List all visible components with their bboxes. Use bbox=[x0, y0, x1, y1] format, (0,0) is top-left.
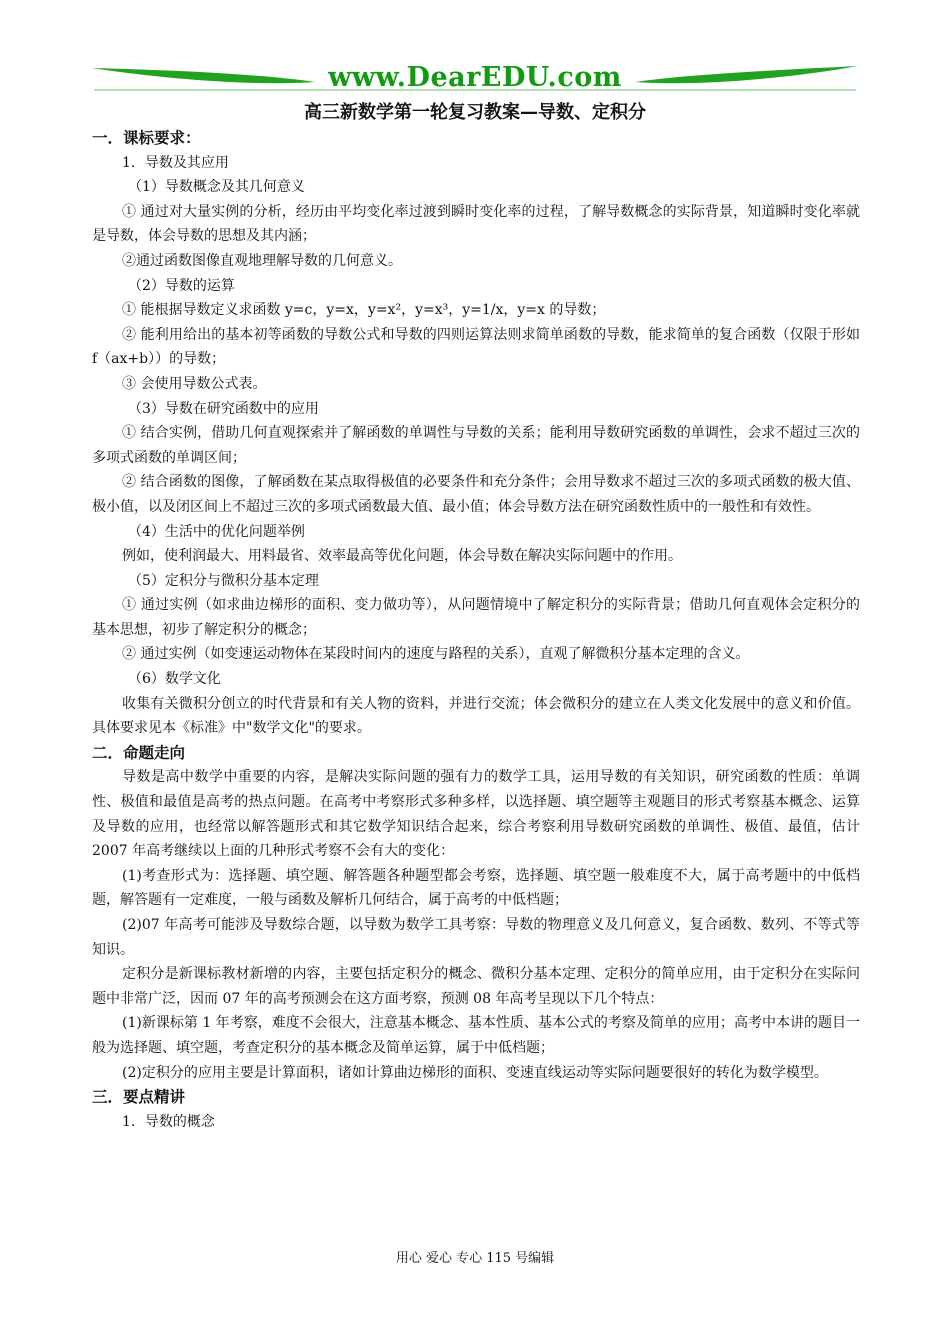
document-body bbox=[92, 126, 860, 1134]
paragraph: ① 通过实例（如求曲边梯形的面积、变力做功等），从问题情境中了解定积分的实际背景；借助几何直观体会定积分的基本思想，初步了解定积分的概念； bbox=[92, 597, 860, 638]
section-heading: 一．课标要求： bbox=[92, 129, 201, 147]
paragraph: ② 结合函数的图像，了解函数在某点取得极值的必要条件和充分条件；会用导数求不超过三次的多项式函数的极大值、极小值，以及闭区间上不超过三次的多项式函数最大值、最小值；体会导数方法在研究函数性质中的一般性和有效性。 bbox=[92, 474, 860, 515]
paragraph: ② 通过实例（如变速运动物体在某段时间内的速度与路程的关系），直观了解微积分基本定理的含义。 bbox=[122, 646, 750, 663]
item-heading: （2）导数的运算 bbox=[128, 277, 235, 294]
paragraph: ① 通过对大量实例的分析，经历由平均变化率过渡到瞬时变化率的过程，了解导数概念的实际背景，知道瞬时变化率就是导数，体会导数的思想及其内涵； bbox=[92, 203, 860, 245]
paragraph: (2)定积分的应用主要是计算面积，诸如计算曲边梯形的面积、变速直线运动等实际问题要很好的转化为数学模型。 bbox=[122, 1064, 828, 1081]
item-heading: （5）定积分与微积分基本定理 bbox=[128, 572, 319, 589]
paragraph: (1)考查形式为：选择题、填空题、解答题各种题型都会考察，选择题、填空题一般难度不大，属于高考题中的中低档题，解答题有一定难度，一般与函数及解析几何结合，属于高考的中低档题； bbox=[92, 867, 860, 909]
section-heading: 二．命题走向 bbox=[92, 743, 186, 762]
paragraph: 导数是高中数学中重要的内容，是解决实际问题的强有力的数学工具，运用导数的有关知识，研究函数的性质：单调性、极值和最值是高考的热点问题。在高考中考察形式多种多样，以选择题、填空题等主观题目的形式考察基本概念、运算及导数的应用，也经常以解答题形式和其它数学知识结合起来，综合考察利用导数研究函数的单调性、极值、最值，估计 2007 年高考继续以上面的几种形式考察不会有大的变化： bbox=[92, 769, 860, 860]
banner-site-name: www.DearEDU.com bbox=[328, 62, 622, 93]
paragraph: (2)07 年高考可能涉及导数综合题，以导数为数学工具考察：导数的物理意义及几何意义，复合函数、数列、不等式等知识。 bbox=[92, 917, 860, 958]
paragraph: ① 能根据导数定义求函数 y=c，y=x，y=x²，y=x³，y=1/x，y=x 的导数； bbox=[122, 302, 606, 319]
paragraph: 定积分是新课标教材新增的内容，主要包括定积分的概念、微积分基本定理、定积分的简单应用，由于定积分在实际问题中非常广泛，因而 07 年的高考预测会在这方面考察，预测 08 年高考呈现以下几个特点： bbox=[92, 966, 860, 1007]
paragraph: (1)新课标第 1 年考察，难度不会很大，注意基本概念、基本性质、基本公式的考察及简单的应用；高考中本讲的题目一般为选择题、填空题，考查定积分的基本概念及简单运算，属于中低档题； bbox=[92, 1015, 860, 1056]
page-title: 高三新数学第一轮复习教案—导数、定积分 bbox=[304, 102, 646, 123]
section-heading: 三．要点精讲 bbox=[92, 1088, 186, 1107]
subsection-heading: 1．导数及其应用 bbox=[122, 154, 229, 171]
paragraph: 收集有关微积分创立的时代背景和有关人物的资料，并进行交流；体会微积分的建立在人类文化发展中的意义和价值。具体要求见本《标准》中"数学文化"的要求。 bbox=[92, 695, 860, 737]
paragraph: ③ 会使用导数公式表。 bbox=[122, 375, 267, 392]
item-heading: （1）导数概念及其几何意义 bbox=[128, 179, 305, 196]
paragraph: 例如，使利润最大、用料最省、效率最高等优化问题，体会导数在解决实际问题中的作用。 bbox=[122, 548, 682, 565]
page-footer: 用心 爱心 专心 115 号编辑 bbox=[395, 1251, 555, 1266]
paragraph: ② 能利用给出的基本初等函数的导数公式和导数的四则运算法则求简单函数的导数，能求简单的复合函数（仅限于形如 f（ax+b））的导数； bbox=[92, 326, 860, 368]
subsection-heading: 1．导数的概念 bbox=[122, 1113, 215, 1130]
paragraph: ②通过函数图像直观地理解导数的几何意义。 bbox=[122, 252, 402, 269]
item-heading: （4）生活中的优化问题举例 bbox=[128, 523, 305, 540]
site-banner bbox=[90, 60, 860, 100]
item-heading: （3）导数在研究函数中的应用 bbox=[128, 400, 319, 417]
paragraph: ① 结合实例，借助几何直观探索并了解函数的单调性与导数的关系；能利用导数研究函数的单调性，会求不超过三次的多项式函数的单调区间； bbox=[92, 425, 860, 466]
item-heading: （6）数学文化 bbox=[128, 671, 221, 688]
